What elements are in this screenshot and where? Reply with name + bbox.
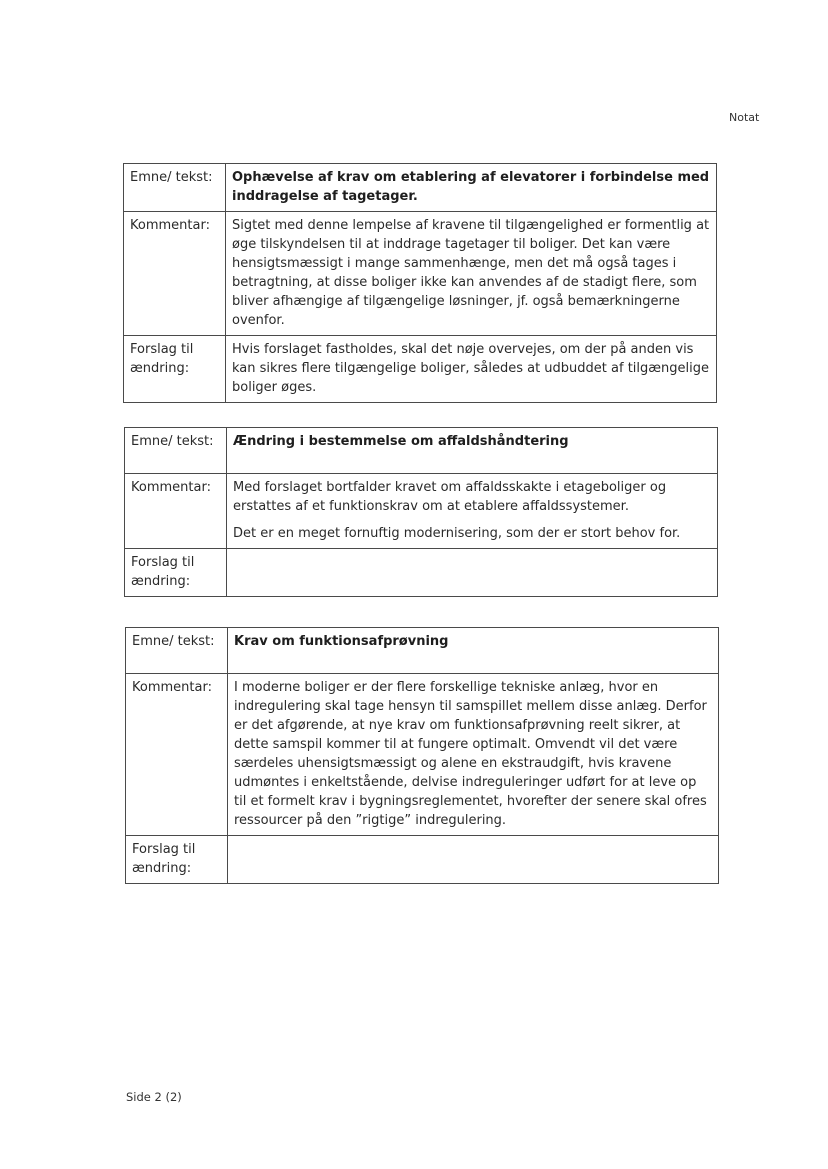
table-row [124,212,717,336]
subject-label: Emne/ tekst: [124,164,226,212]
comment-label: Kommentar: [125,474,227,549]
table-row [126,836,719,884]
comment-paragraph: Med forslaget bortfalder kravet om affaldsskakte i etageboliger og erstattes af et funktionskrav om at etablere affaldssystemer. [233,480,667,514]
section-subject: Ændring i bestemmelse om affaldshåndtering [233,434,569,449]
comment-paragraph: Det er en meget fornuftig modernisering, som der er stort behov for. [233,526,681,541]
proposal-cell [228,836,719,884]
comment-table-1 [123,163,717,403]
comment-paragraph: I moderne boliger er der flere forskellige tekniske anlæg, hvor en indregulering skal tage hensyn til samspillet mellem disse anlæg. Derfor er det afgørende, at nye krav om funktionsafprøvning reelt sikrer, at dette samspil kommer til at fungere optimalt. Omvendt vil det være særdeles uhensigtsmæssigt og alene en ekstraudgift, hvis kravene udmøntes i enkeltstående, delvise indreguleringer udført for at leve op til et formelt krav i bygningsreglementet, hvorefter der senere skal ofres ressourcer på den ”rigtige” indregulering. [234,680,707,828]
subject-cell [226,164,717,212]
comment-label: Kommentar: [124,212,226,336]
subject-cell [228,628,719,674]
page-number: Side 2 (2) [126,1090,182,1104]
table-row [125,428,718,474]
comment-cell [226,212,717,336]
document-type-label: Notat [729,111,760,124]
subject-label: Emne/ tekst: [126,628,228,674]
section-subject: Krav om funktionsafprøvning [234,634,449,649]
comment-paragraph: Sigtet med denne lempelse af kravene til tilgængelighed er formentlig at øge tilskyndelsen til at inddrage tagetager til boliger. Det kan være hensigtsmæssigt i mange sammenhænge, men det må også tages i betragtning, at disse boliger ikke kan anvendes af de stadigt flere, som bliver afhængige af tilgængelige løsninger, jf. også bemærkningerne ovenfor. [232,218,710,328]
proposal-cell [227,549,718,597]
table-row [124,164,717,212]
subject-label: Emne/ tekst: [125,428,227,474]
table-row [126,628,719,674]
comment-cell [227,474,718,549]
table-row [125,549,718,597]
comment-table-3 [125,627,719,884]
comment-label: Kommentar: [126,674,228,836]
proposal-label: Forslag til ændring: [125,549,227,597]
proposal-label: Forslag til ændring: [124,336,226,403]
table-row [125,474,718,549]
subject-cell [227,428,718,474]
comment-cell [228,674,719,836]
section-subject: Ophævelse af krav om etablering af elevatorer i forbindelse med inddragelse af tagetager. [232,170,710,204]
table-row [124,336,717,403]
proposal-cell: Hvis forslaget fastholdes, skal det nøje overvejes, om der på anden vis kan sikres flere tilgængelige boliger, således at udbuddet af tilgængelige boliger øges. [226,336,717,403]
table-row [126,674,719,836]
comment-table-2 [124,427,718,597]
proposal-label: Forslag til ændring: [126,836,228,884]
